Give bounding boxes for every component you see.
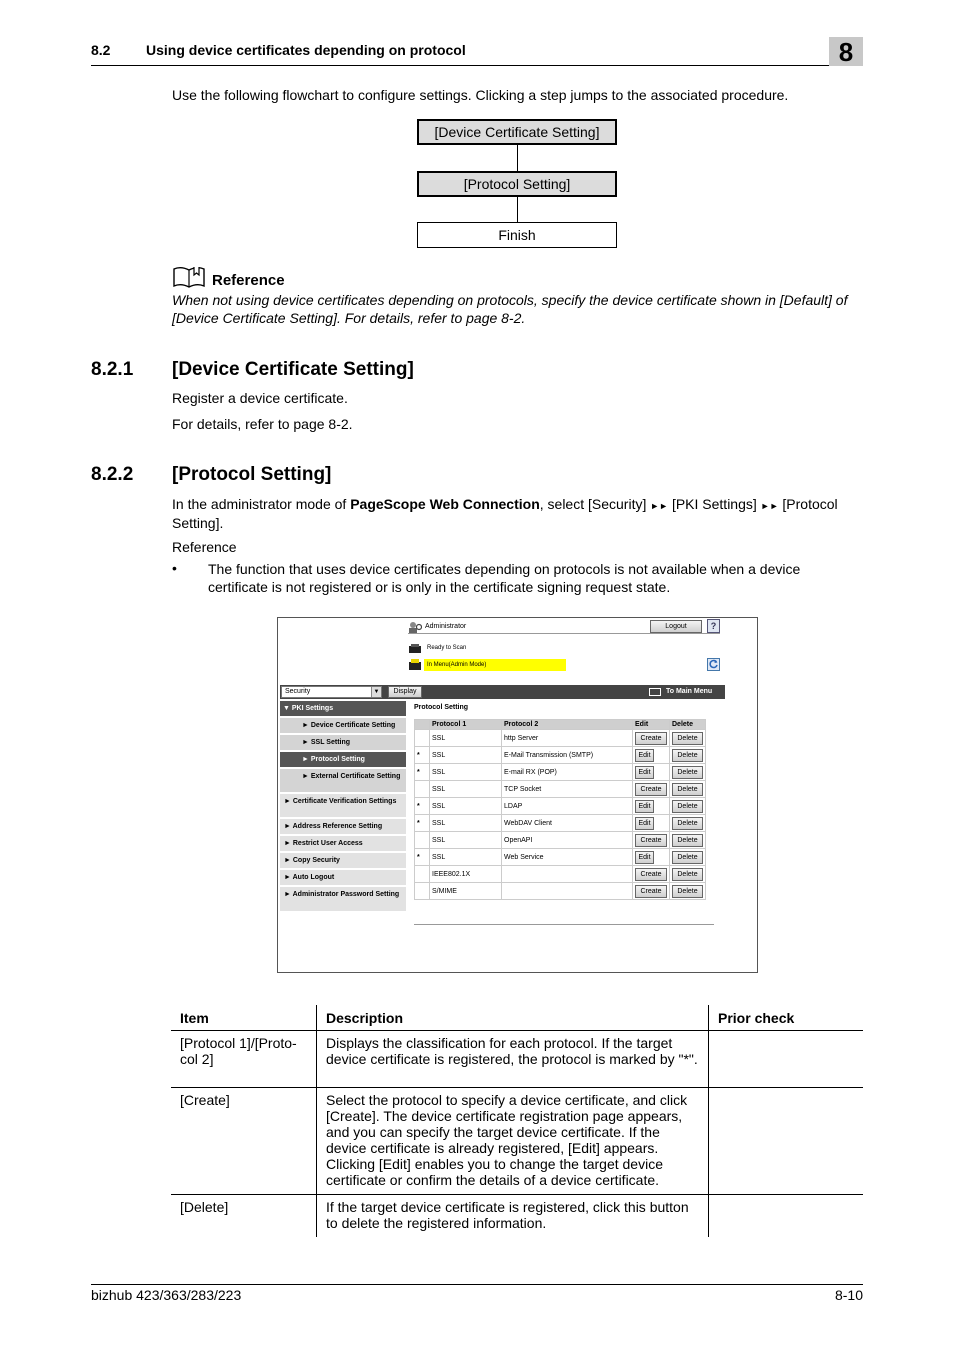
caret-right-icon: ► [302, 722, 311, 729]
to-main-menu-link[interactable]: To Main Menu [666, 688, 713, 695]
delete-button[interactable]: Delete [672, 783, 703, 796]
mark-column-header [415, 720, 430, 730]
sidebar-item-label: Address Reference Setting [292, 823, 383, 830]
edit-column-header: Edit [633, 720, 670, 730]
sidebar-item-label: PKI Settings [291, 705, 334, 712]
table-row [415, 764, 706, 781]
sidebar-item-restrict-user-access[interactable] [280, 836, 406, 852]
protocol2-cell: Web Service [502, 849, 633, 866]
instruction-part: In the administrator mode of [172, 496, 351, 512]
table-row [171, 1088, 863, 1195]
delete-button[interactable]: Delete [672, 817, 703, 830]
status-ready: Ready to Scan [427, 645, 467, 651]
table-row [415, 883, 706, 900]
logout-button[interactable]: Logout [650, 620, 702, 633]
sidebar-item-external-certificate[interactable] [280, 769, 406, 793]
protocol2-column-header: Protocol 2 [502, 720, 633, 730]
display-button[interactable]: Display [388, 686, 422, 698]
admin-label: Administrator [425, 623, 467, 630]
caret-right-icon: ► [302, 773, 311, 780]
table-header-row [415, 720, 706, 730]
flowchart-connector [517, 197, 518, 222]
footer-model: bizhub 423/363/283/223 [91, 1287, 242, 1303]
table-row [415, 849, 706, 866]
admin-icon [408, 621, 422, 633]
divider [408, 633, 720, 634]
delete-column-header: Delete [670, 720, 706, 730]
delete-button[interactable]: Delete [672, 885, 703, 898]
protocol1-cell: IEEE802.1X [430, 866, 502, 883]
registered-mark [415, 781, 430, 798]
book-icon [172, 265, 206, 294]
protocol2-cell: LDAP [502, 798, 633, 815]
description-table [171, 1005, 863, 1237]
section-number: 8.2.1 [91, 359, 134, 380]
footer-page-number: 8-10 [834, 1287, 863, 1303]
edit-button[interactable]: Edit [635, 766, 654, 779]
chevron-down-icon: ▼ [371, 687, 381, 697]
flowchart-step-device-certificate[interactable]: [Device Certificate Setting] [417, 119, 617, 145]
protocol2-cell: E-mail RX (POP) [502, 764, 633, 781]
menu-select[interactable] [281, 686, 382, 698]
prior-check-column-header: Prior check [709, 1005, 864, 1031]
protocol-table [414, 719, 706, 900]
protocol1-cell: SSL [430, 781, 502, 798]
protocol2-cell [502, 883, 633, 900]
protocol1-cell: SSL [430, 815, 502, 832]
protocol1-cell: SSL [430, 849, 502, 866]
protocol1-cell: S/MIME [430, 883, 502, 900]
description-cell: Select the protocol to specify a device certificate, and click [Create]. The device certificate registration page appears, and you can specify the target device certificate. If the device certificate is already registered, [Edit] appears. Clicking [Edit] enables you to change the target device certificate or confirm the details of a device certificate. [317, 1088, 709, 1195]
delete-button[interactable]: Delete [672, 868, 703, 881]
registered-mark [415, 883, 430, 900]
instruction-part: , select [Security] [539, 496, 651, 512]
create-button[interactable]: Create [635, 732, 667, 745]
delete-button[interactable]: Delete [672, 851, 703, 864]
registered-mark [415, 866, 430, 883]
delete-button[interactable]: Delete [672, 766, 703, 779]
create-button[interactable]: Create [635, 885, 667, 898]
web-connection-screenshot [277, 617, 758, 973]
reference-text: When not using device certificates depending on protocols, specify the device certificate shown in [Default] of [Device Certificate Setting]. For details, refer to page 8-2. [172, 292, 848, 326]
caret-right-icon: ► [284, 823, 293, 830]
protocol1-cell: SSL [430, 747, 502, 764]
protocol2-cell: OpenAPI [502, 832, 633, 849]
main-menu-icon [649, 688, 661, 696]
sidebar-item-protocol-setting[interactable] [280, 752, 406, 768]
sidebar-item-pki-settings[interactable] [280, 701, 406, 717]
instruction-part: [Protocol Setting]. [172, 496, 838, 531]
delete-button[interactable]: Delete [672, 800, 703, 813]
caret-down-icon: ▼ [283, 705, 292, 712]
caret-right-icon: ► [302, 756, 311, 763]
flowchart-connector [517, 145, 518, 171]
sidebar-item-certificate-verification[interactable] [280, 794, 406, 818]
flowchart-step-protocol[interactable]: [Protocol Setting] [417, 171, 617, 197]
flowchart-step-finish: Finish [417, 222, 617, 248]
caret-right-icon: ► [284, 874, 293, 881]
protocol1-cell: SSL [430, 798, 502, 815]
device-warning-icon [408, 658, 422, 671]
body-paragraph: Register a device certificate. [172, 390, 348, 406]
table-row [415, 798, 706, 815]
table-row [415, 832, 706, 849]
caret-right-icon: ► [284, 840, 293, 847]
registered-mark: * [415, 849, 430, 866]
protocol1-cell: SSL [430, 832, 502, 849]
item-cell: [Protocol 1]/[Proto-col 2] [171, 1031, 317, 1088]
sidebar-item-address-reference[interactable] [280, 819, 406, 835]
protocol1-column-header: Protocol 1 [430, 720, 502, 730]
caret-right-icon: ► [302, 739, 311, 746]
sidebar-item-label: SSL Setting [310, 739, 351, 746]
table-row [415, 815, 706, 832]
sidebar-item-copy-security[interactable] [280, 853, 406, 869]
description-column-header: Description [317, 1005, 709, 1031]
device-icon [408, 643, 422, 654]
protocol2-cell: WebDAV Client [502, 815, 633, 832]
instruction-part: [PKI Settings] [668, 496, 761, 512]
create-button[interactable]: Create [635, 834, 667, 847]
edit-button[interactable]: Edit [635, 749, 654, 762]
bullet-text: The function that uses device certificates depending on protocols is not available when a device certificate is not registered or is only in the certificate signing request state. [208, 561, 801, 595]
protocol1-cell: SSL [430, 764, 502, 781]
header-rule [91, 65, 863, 66]
delete-button[interactable]: Delete [672, 749, 703, 762]
item-cell: [Create] [171, 1088, 317, 1195]
create-button[interactable]: Create [635, 868, 667, 881]
create-button[interactable]: Create [635, 783, 667, 796]
section-number: 8.2.2 [91, 464, 134, 485]
protocol1-cell: SSL [430, 730, 502, 747]
registered-mark: * [415, 747, 430, 764]
table-row [171, 1195, 863, 1238]
table-row [415, 781, 706, 798]
prior-check-cell [709, 1031, 864, 1088]
arrow-icon: ►► [760, 501, 779, 511]
prior-check-cell [709, 1088, 864, 1195]
chapter-badge: 8 [829, 37, 863, 66]
product-name: PageScope Web Connection [350, 496, 540, 512]
intro-text: Use the following flowchart to configure settings. Clicking a step jumps to the associated procedure. [172, 87, 789, 103]
sidebar-item-admin-password[interactable] [280, 887, 406, 912]
protocol2-cell [502, 866, 633, 883]
section-title: [Device Certificate Setting] [172, 359, 414, 380]
item-cell: [Delete] [180, 1199, 229, 1215]
footer-rule [91, 1284, 863, 1285]
sidebar-item-label: Protocol Setting [310, 756, 365, 763]
header-section-title: Using device certificates depending on protocol [146, 42, 466, 58]
sidebar-item-label: Certificate Verification Settings [292, 798, 397, 805]
panel-title: Protocol Setting [414, 704, 469, 711]
status-mode: In Menu(Admin Mode) [424, 659, 566, 671]
sidebar-item-ssl[interactable] [280, 735, 406, 751]
caret-right-icon: ► [284, 857, 293, 864]
arrow-icon: ►► [650, 501, 669, 511]
sidebar-item-label: Auto Logout [292, 874, 335, 881]
registered-mark [415, 832, 430, 849]
sidebar-item-label: Device Certificate Setting [310, 722, 396, 729]
help-icon[interactable]: ? [707, 619, 720, 633]
table-row [415, 866, 706, 883]
navigation-instruction [172, 496, 864, 532]
prior-check-cell [709, 1195, 864, 1238]
sidebar-item-auto-logout[interactable] [280, 870, 406, 886]
protocol2-cell: http Server [502, 730, 633, 747]
edit-button[interactable]: Edit [635, 800, 654, 813]
caret-right-icon: ► [284, 798, 293, 805]
reference-title: Reference [212, 272, 285, 289]
edit-button[interactable]: Edit [635, 817, 654, 830]
protocol2-cell: E-Mail Transmission (SMTP) [502, 747, 633, 764]
registered-mark [415, 730, 430, 747]
protocol2-cell: TCP Socket [502, 781, 633, 798]
table-row [171, 1031, 863, 1088]
divider [414, 924, 714, 925]
refresh-icon[interactable] [707, 658, 720, 671]
delete-button[interactable]: Delete [672, 834, 703, 847]
registered-mark: * [415, 815, 430, 832]
caret-right-icon: ► [284, 891, 293, 898]
sidebar-item-label: External Certificate Setting [310, 773, 401, 780]
registered-mark: * [415, 764, 430, 781]
description-cell: If the target device certificate is registered, click this button to delete the registered information. [317, 1195, 709, 1238]
table-row [415, 730, 706, 747]
item-column-header: Item [171, 1005, 317, 1031]
sidebar-item-device-certificate[interactable] [280, 718, 406, 734]
table-row [415, 747, 706, 764]
table-header-row [171, 1005, 863, 1031]
edit-button[interactable]: Edit [635, 851, 654, 864]
section-title: [Protocol Setting] [172, 464, 332, 485]
description-cell: Displays the classification for each protocol. If the target device certificate is registered, the protocol is marked by "*". [317, 1031, 709, 1088]
sidebar-item-label: Restrict User Access [292, 840, 363, 847]
sidebar-item-label: Copy Security [292, 857, 340, 864]
reference-label: Reference [172, 539, 237, 555]
delete-button[interactable]: Delete [672, 732, 703, 745]
bullet-icon: • [172, 560, 177, 576]
body-paragraph: For details, refer to page 8-2. [172, 416, 353, 432]
sidebar-item-label: Administrator Password Setting [292, 891, 400, 898]
menu-select-value: Security [285, 688, 311, 695]
registered-mark: * [415, 798, 430, 815]
header-section-number: 8.2 [91, 42, 111, 58]
